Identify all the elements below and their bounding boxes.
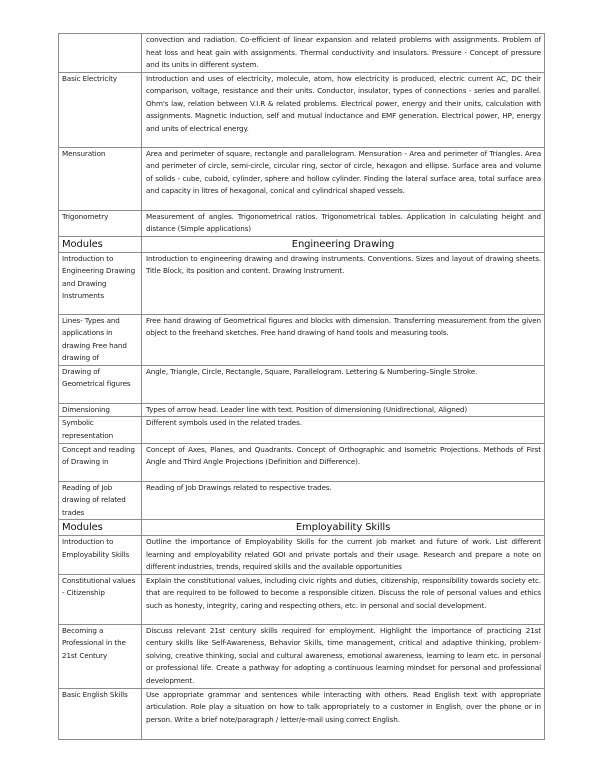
table-row	[59, 536, 545, 575]
content-cell: Use appropriate grammar and sentences while interacting with others. Read English text with appropriate articulation. Role play a situation on how to talk appropriately to a customer in English, over the phone or in person. Write a brief note/paragraph / letter/e-mail using correct English.	[142, 688, 545, 739]
module-cell: Symbolic representation	[59, 417, 142, 443]
content-cell: Types of arrow head. Leader line with text. Position of dimensioning (Unidirectional, Aligned)	[142, 403, 545, 417]
table-row	[59, 72, 545, 147]
content-cell: Angle, Triangle, Circle, Rectangle, Square, Parallelogram. Lettering & Numbering–Single Stroke.	[142, 365, 545, 403]
table-row	[59, 443, 545, 481]
table-row	[59, 417, 545, 443]
module-cell: Basic Electricity	[59, 72, 142, 147]
section-title: Engineering Drawing	[142, 236, 545, 252]
table-row	[59, 688, 545, 739]
section-header-row	[59, 520, 545, 536]
table-row	[59, 403, 545, 417]
modules-header: Modules	[59, 236, 142, 252]
table-row	[59, 481, 545, 520]
content-cell: Introduction to engineering drawing and drawing instruments. Conventions. Sizes and layout of drawing sheets. Title Block, its position and content. Drawing Instrument.	[142, 252, 545, 314]
content-cell: Measurement of angles. Trigonometrical ratios. Trigonometrical tables. Application in calculating height and distance (Simple applications)	[142, 210, 545, 236]
content-cell: Explain the constitutional values, including civic rights and duties, citizenship, responsibility towards society etc. that are required to be followed to become a responsible citizen. Discuss the role of personal values and ethics such as honesty, integrity, caring and respecting others, etc. in personal and social development.	[142, 574, 545, 624]
table-row	[59, 624, 545, 688]
module-cell: Concept and reading of Drawing in	[59, 443, 142, 481]
content-cell: Introduction and uses of electricity, molecule, atom, how electricity is produced, electric current AC, DC their comparison, voltage, resistance and their units. Conductor, insulator, types of connections - series and parallel. Ohm's law, relation between V.I.R & related problems. Electrical power, energy and their units, calculation with assignments. Magnetic induction, self and mutual inductance and EMF generation. Electrical power, HP, energy and units of electrical energy.	[142, 72, 545, 147]
content-cell: Reading of Job Drawings related to respective trades.	[142, 481, 545, 520]
module-cell: Reading of Job drawing of related trades	[59, 481, 142, 520]
table-row	[59, 574, 545, 624]
module-cell: Drawing of Geometrical figures	[59, 365, 142, 403]
module-cell: Lines- Types and applications in drawing Free hand drawing of	[59, 314, 142, 365]
module-cell: Basic English Skills	[59, 688, 142, 739]
content-cell: Concept of Axes, Planes, and Quadrants. Concept of Orthographic and Isometric Projections. Methods of First Angle and Third Angle Projections (Definition and Difference).	[142, 443, 545, 481]
table-row	[59, 147, 545, 210]
table-row	[59, 365, 545, 403]
content-cell: Area and perimeter of square, rectangle and parallelogram. Mensuration - Area and perimeter of Triangles. Area and perimeter of circle, semi-circle, circular ring, sector of circle, hexagon and ellipse. Surface area and volume of solids - cube, cuboid, cylinder, sphere and hollow cylinder. Finding the lateral surface area, total surface area and capacity in litres of hexagonal, conical and cylindrical shaped vessels.	[142, 147, 545, 210]
content-cell: Outline the importance of Employability Skills for the current job market and future of work. List different learning and employability related GOI and private portals and their usage. Research and prepare a note on different industries, trends, required skills and the available opportunities	[142, 536, 545, 575]
module-cell: Introduction to Engineering Drawing and Drawing Instruments	[59, 252, 142, 314]
modules-header: Modules	[59, 520, 142, 536]
module-cell: Mensuration	[59, 147, 142, 210]
table-row	[59, 34, 545, 73]
content-cell: Free hand drawing of Geometrical figures and blocks with dimension. Transferring measurement from the given object to the freehand sketches. Free hand drawing of hand tools and measuring tools.	[142, 314, 545, 365]
table-row	[59, 252, 545, 314]
content-cell: Discuss relevant 21st century skills required for employment. Highlight the importance of practicing 21st century skills like Self-Awareness, Behavior Skills, time management, critical and adaptive thinking, problem-solving, creative thinking, social and cultural awareness, emotional awareness, learning to learn etc. in personal or professional life. Create a pathway for adopting a continuous learning mindset for personal and professional development.	[142, 624, 545, 688]
module-cell: Becoming a Professional in the 21st Century	[59, 624, 142, 688]
syllabus-table	[58, 33, 545, 740]
section-header-row	[59, 236, 545, 252]
module-cell	[59, 34, 142, 73]
content-cell: Different symbols used in the related trades.	[142, 417, 545, 443]
table-row	[59, 314, 545, 365]
module-cell: Introduction to Employability Skills	[59, 536, 142, 575]
table-row	[59, 210, 545, 236]
section-title: Employability Skills	[142, 520, 545, 536]
content-cell: convection and radiation. Co-efficient of linear expansion and related problems with assignments. Problem of heat loss and heat gain with assignments. Thermal conductivity and insulators. Pressure - Concept of pressure and its units in different system.	[142, 34, 545, 73]
syllabus-page	[58, 33, 544, 740]
module-cell: Dimensioning	[59, 403, 142, 417]
module-cell: Constitutional values - Citizenship	[59, 574, 142, 624]
module-cell: Trigonometry	[59, 210, 142, 236]
